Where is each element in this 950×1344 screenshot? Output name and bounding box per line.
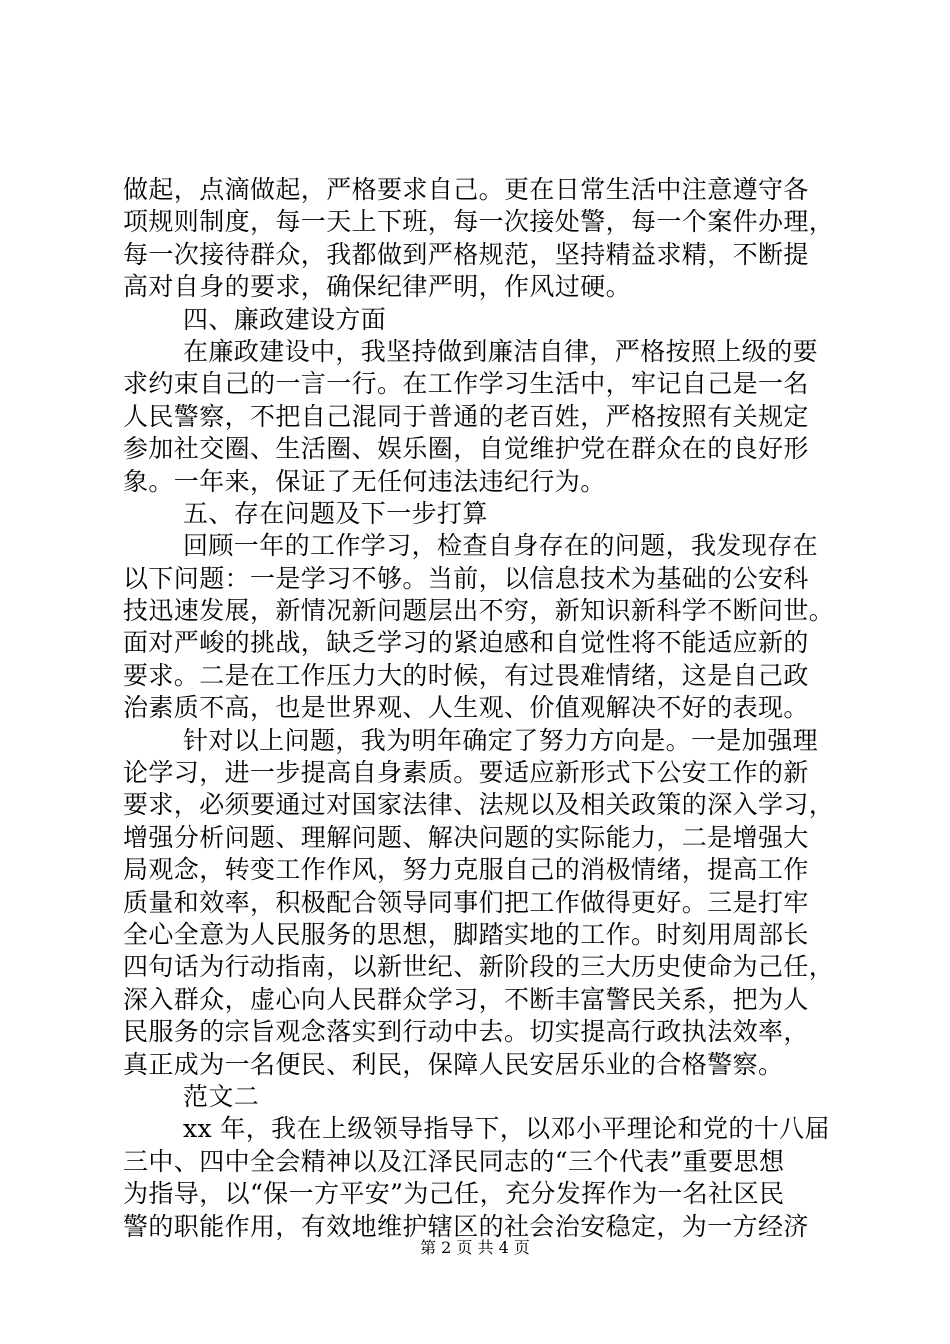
text-line: xx 年，我在上级领导指导下，以邓小平理论和党的十八届 (183, 1114, 830, 1144)
text-line: 三中、四中全会精神以及江泽民同志的“三个代表”重要思想 (123, 1146, 785, 1176)
text-line: 局观念，转变工作作风，努力克服自己的消极情绪，提高工作 (123, 855, 809, 885)
text-line: 在廉政建设中，我坚持做到廉洁自律，严格按照上级的要 (183, 336, 819, 366)
text-line: 质量和效率，积极配合领导同事们把工作做得更好。三是打牢 (123, 887, 809, 917)
text-line: 项规则制度，每一天上下班，每一次接处警，每一个案件办理， (123, 207, 835, 237)
text-line: 求约束自己的一言一行。在工作学习生活中，牢记自己是一名 (123, 369, 809, 399)
text-line: 增强分析问题、理解问题、解决问题的实际能力，二是增强大 (123, 822, 809, 852)
text-line: 高对自身的要求，确保纪律严明，作风过硬。 (123, 272, 632, 302)
text-line: 技迅速发展，新情况新问题层出不穷，新知识新科学不断问世。 (123, 596, 835, 626)
text-line: 治素质不高，也是世界观、人生观、价值观解决不好的表现。 (123, 693, 809, 723)
document-body (123, 174, 835, 1243)
page-footer: 第 2 页 共 4 页 (420, 1238, 530, 1257)
text-line: 五、存在问题及下一步打算 (183, 498, 488, 528)
text-line: 要求。二是在工作压力大的时候，有过畏难情绪，这是自己政 (123, 660, 809, 690)
text-line: 民服务的宗旨观念落实到行动中去。切实提高行政执法效率， (123, 1017, 809, 1047)
text-line: 人民警察，不把自己混同于普通的老百姓，严格按照有关规定 (123, 401, 809, 431)
text-line: 回顾一年的工作学习，检查自身存在的问题，我发现存在 (183, 531, 819, 561)
text-line: 为指导，以“保一方平安”为己任，充分发挥作为一名社区民 (123, 1179, 785, 1209)
text-line: 论学习，进一步提高自身素质。要适应新形式下公安工作的新 (123, 758, 809, 788)
text-line: 针对以上问题，我为明年确定了努力方向是。一是加强理 (183, 725, 819, 755)
text-line: 四句话为行动指南，以新世纪、新阶段的三大历史使命为己任， (123, 952, 835, 982)
text-line: 象。一年来，保证了无任何违法违纪行为。 (123, 466, 606, 496)
text-line: 警的职能作用，有效地维护辖区的社会治安稳定，为一方经济 (123, 1211, 809, 1241)
text-line: 每一次接待群众，我都做到严格规范，坚持精益求精，不断提 (123, 239, 809, 269)
text-line: 要求，必须要通过对国家法律、法规以及相关政策的深入学习， (123, 790, 835, 820)
text-line: 深入群众，虚心向人民群众学习，不断丰富警民关系，把为人 (123, 984, 809, 1014)
text-line: 面对严峻的挑战，缺乏学习的紧迫感和自觉性将不能适应新的 (123, 628, 809, 658)
text-line: 四、廉政建设方面 (183, 304, 387, 334)
text-line: 以下问题：一是学习不够。当前，以信息技术为基础的公安科 (123, 563, 809, 593)
text-line: 做起，点滴做起，严格要求自己。更在日常生活中注意遵守各 (123, 175, 809, 204)
text-line: 全心全意为人民服务的思想，脚踏实地的工作。时刻用周部长 (123, 919, 809, 949)
text-line: 真正成为一名便民、利民，保障人民安居乐业的合格警察。 (123, 1049, 784, 1079)
text-line: 范文二 (183, 1081, 260, 1111)
text-line: 参加社交圈、生活圈、娱乐圈，自觉维护党在群众在的良好形 (123, 434, 809, 464)
